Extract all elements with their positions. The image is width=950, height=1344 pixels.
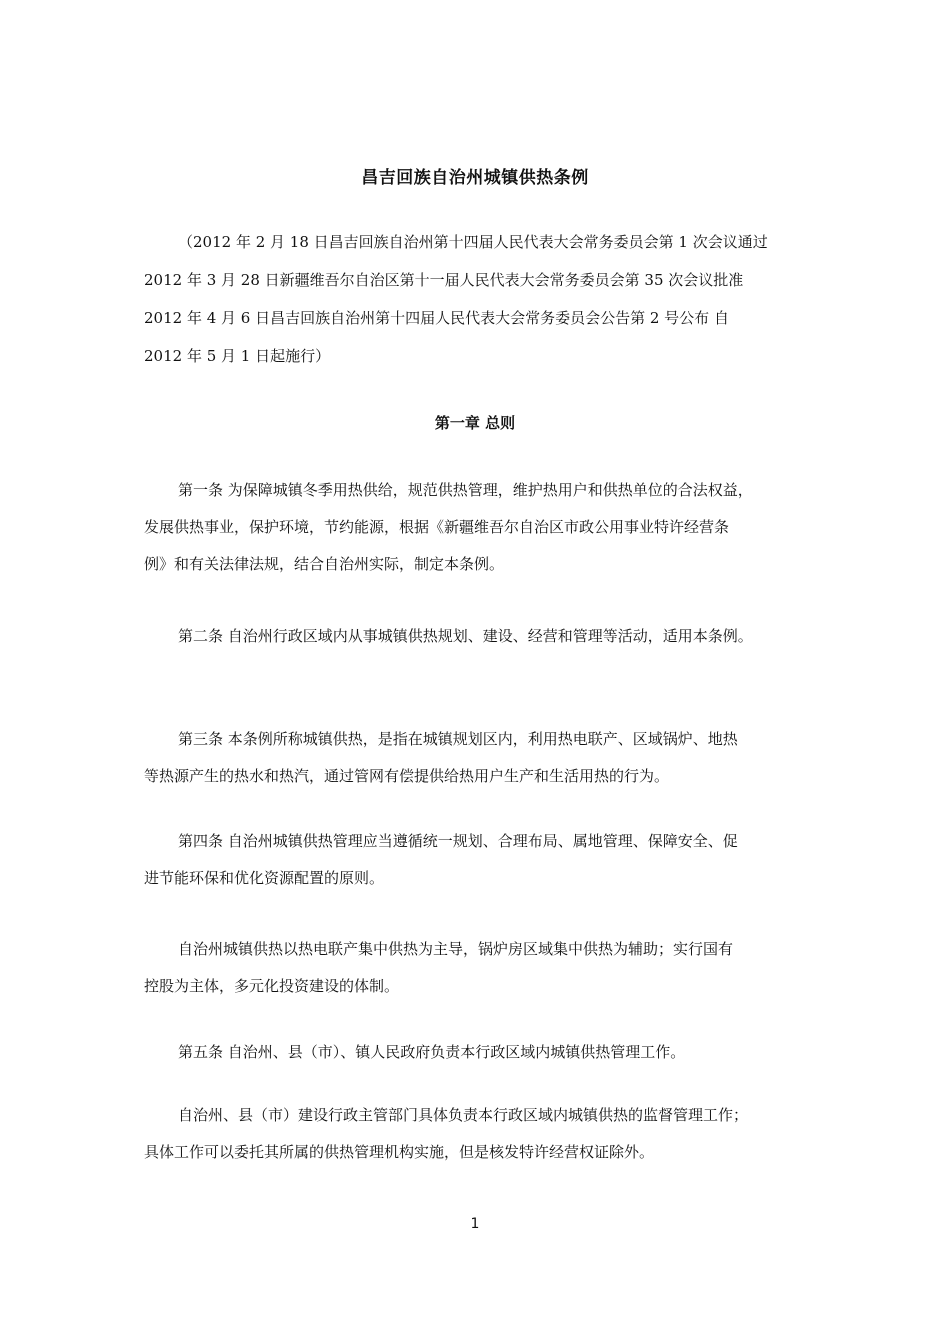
article-line: 控股为主体，多元化投资建设的体制。 [144, 977, 400, 995]
article-line: 第二条 自治州行政区域内从事城镇供热规划、建设、经营和管理等活动，适用本条例。 [178, 627, 753, 645]
article-line: 发展供热事业，保护环境，节约能源，根据《新疆维吾尔自治区市政公用事业特许经营条 [144, 518, 730, 536]
article-1 [144, 472, 824, 583]
adoption-note-line: （2012 年 2 月 18 日昌吉回族自治州第十四届人民代表大会常务委员会第 1 次会议通过 [178, 233, 768, 251]
page-number: 1 [470, 1216, 480, 1232]
article-line: 例》和有关法律法规，结合自治州实际，制定本条例。 [144, 555, 505, 573]
article-4 [144, 823, 824, 897]
article-line: 第四条 自治州城镇供热管理应当遵循统一规划、合理布局、属地管理、保障安全、促 [178, 832, 738, 850]
article-line: 等热源产生的热水和热汽，通过管网有偿提供给热用户生产和生活用热的行为。 [144, 767, 670, 785]
article-4-paragraph-2 [144, 931, 824, 1005]
article-5-paragraph-2 [144, 1097, 824, 1171]
adoption-note-line: 2012 年 4 月 6 日昌吉回族自治州第十四届人民代表大会常务委员会公告第 2 号公布 自 [144, 309, 729, 327]
article-line: 第一条 为保障城镇冬季用热供给，规范供热管理，维护热用户和供热单位的合法权益， [178, 481, 753, 499]
document-title: 昌吉回族自治州城镇供热条例 [361, 168, 589, 188]
article-line: 进节能环保和优化资源配置的原则。 [144, 869, 385, 887]
adoption-note-line: 2012 年 3 月 28 日新疆维吾尔自治区第十一届人民代表大会常务委员会第 35 次会议批准 [144, 271, 744, 289]
adoption-notes [144, 223, 864, 375]
article-line: 自治州、县（市）建设行政主管部门具体负责本行政区域内城镇供热的监督管理工作； [178, 1106, 749, 1124]
article-5 [144, 1034, 824, 1071]
chapter-heading: 第一章 总则 [434, 414, 516, 432]
article-line: 第三条 本条例所称城镇供热，是指在城镇规划区内，利用热电联产、区域锅炉、地热 [178, 730, 738, 748]
article-3 [144, 721, 824, 795]
article-2 [144, 618, 824, 655]
article-line: 自治州城镇供热以热电联产集中供热为主导，锅炉房区域集中供热为辅助；实行国有 [178, 940, 734, 958]
adoption-note-line: 2012 年 5 月 1 日起施行） [144, 347, 331, 365]
article-line: 第五条 自治州、县（市）、镇人民政府负责本行政区域内城镇供热管理工作。 [178, 1043, 686, 1061]
article-line: 具体工作可以委托其所属的供热管理机构实施，但是核发特许经营权证除外。 [144, 1143, 655, 1161]
